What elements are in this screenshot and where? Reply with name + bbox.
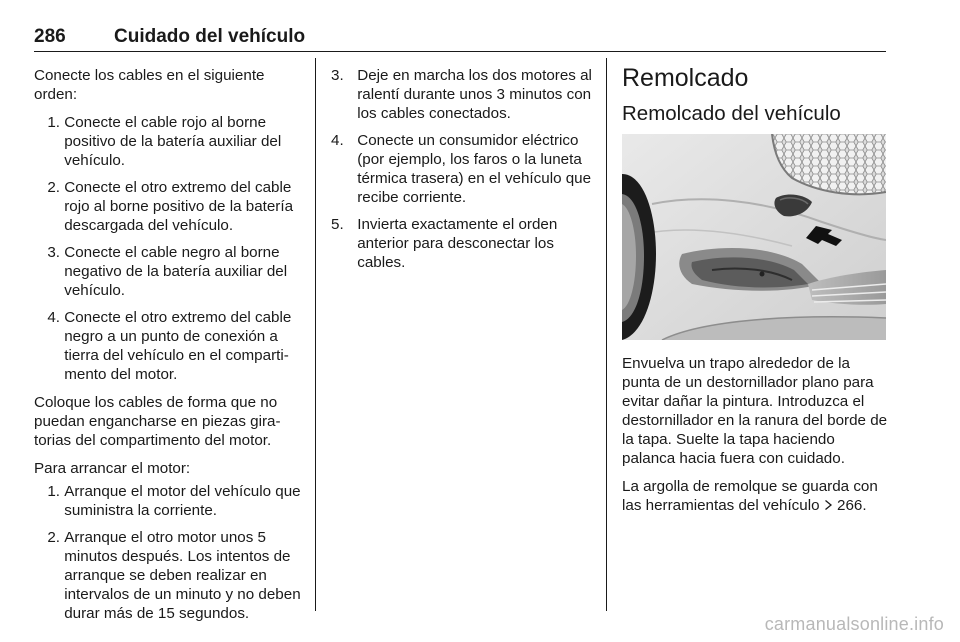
page-header	[34, 25, 886, 52]
step-number: 5.	[331, 216, 344, 233]
column-divider-2	[606, 58, 607, 611]
list-item	[331, 66, 593, 123]
list-item	[331, 131, 593, 207]
step-text: Conecte el otro extremo del cable negro a un punto de conexión a tierra del vehículo en el comparti‐ mento del motor.	[64, 309, 292, 383]
list-item	[34, 528, 302, 623]
column-2	[331, 66, 593, 281]
list-item	[331, 215, 593, 272]
step-text: Arranque el otro motor unos 5 minutos después. Los intentos de arranque se deben realizar en intervalos de un minuto y no deben durar más de 15 segundos.	[64, 529, 301, 622]
section-title: Cuidado del vehículo	[114, 26, 306, 47]
page-reference-link[interactable]: 266.	[837, 497, 867, 514]
step-number: 2.	[47, 529, 60, 546]
step-text: Deje en marcha los dos motores al ralentí durante unos 3 minutos con los cables conectados.	[357, 67, 592, 122]
step-number: 1.	[47, 114, 60, 131]
step-number: 3.	[331, 67, 344, 84]
tow-eye-location	[622, 477, 888, 515]
step-number: 2.	[47, 179, 60, 196]
tow-eye-text: La argolla de remolque se guarda con las herramientas del vehículo	[622, 478, 878, 514]
start-intro: Para arrancar el motor:	[34, 460, 191, 477]
start-steps-list	[34, 482, 302, 623]
step-number: 4.	[47, 309, 60, 326]
step-text: Invierta exactamente el orden anterior para desconectar los cables.	[357, 216, 558, 271]
list-item	[34, 113, 302, 170]
column-divider-1	[315, 58, 316, 611]
step-text: Conecte el cable negro al borne negativo de la batería auxiliar del vehículo.	[64, 244, 288, 299]
page-number: 286	[34, 26, 66, 47]
list-item	[34, 308, 302, 384]
column-1	[34, 66, 302, 632]
continue-steps-list	[331, 66, 593, 272]
page-reference-icon	[824, 496, 833, 515]
connect-intro: Conecte los cables en el siguiente orden:	[34, 67, 265, 103]
list-item	[34, 482, 302, 520]
step-text: Conecte un consumidor eléctrico (por ejemplo, los faros o la luneta térmica trasera) en el vehículo que recibe corriente.	[357, 132, 592, 206]
section-heading: Remolcado	[622, 64, 749, 92]
step-text: Arranque el motor del vehículo que suministra la corriente.	[64, 483, 301, 519]
cable-routing-note: Coloque los cables de forma que no puedan engancharse en piezas gira‐ torias del compartimento del motor.	[34, 394, 281, 449]
step-number: 4.	[331, 132, 344, 149]
list-item	[34, 243, 302, 300]
car-front-bumper-tow-cover-illustration	[622, 134, 886, 340]
step-text: Conecte el otro extremo del cable rojo al borne positivo de la batería descargada del vehículo.	[64, 179, 294, 234]
column-3	[622, 66, 888, 524]
step-number: 3.	[47, 244, 60, 261]
connect-steps-list	[34, 113, 302, 384]
list-item	[34, 178, 302, 235]
towing-instructions: Envuelva un trapo alrededor de la punta de un destornillador plano para evitar dañar la pintura. Introduzca el destornillador en la ranura del borde de la tapa. Suelte la tapa haciendo palanca hacia fuera con cuidado.	[622, 355, 888, 467]
watermark: carmanualsonline.info	[764, 614, 944, 634]
subsection-heading: Remolcado del vehículo	[622, 102, 841, 125]
step-text: Conecte el cable rojo al borne positivo de la batería auxiliar del vehículo.	[64, 114, 282, 169]
step-number: 1.	[47, 483, 60, 500]
